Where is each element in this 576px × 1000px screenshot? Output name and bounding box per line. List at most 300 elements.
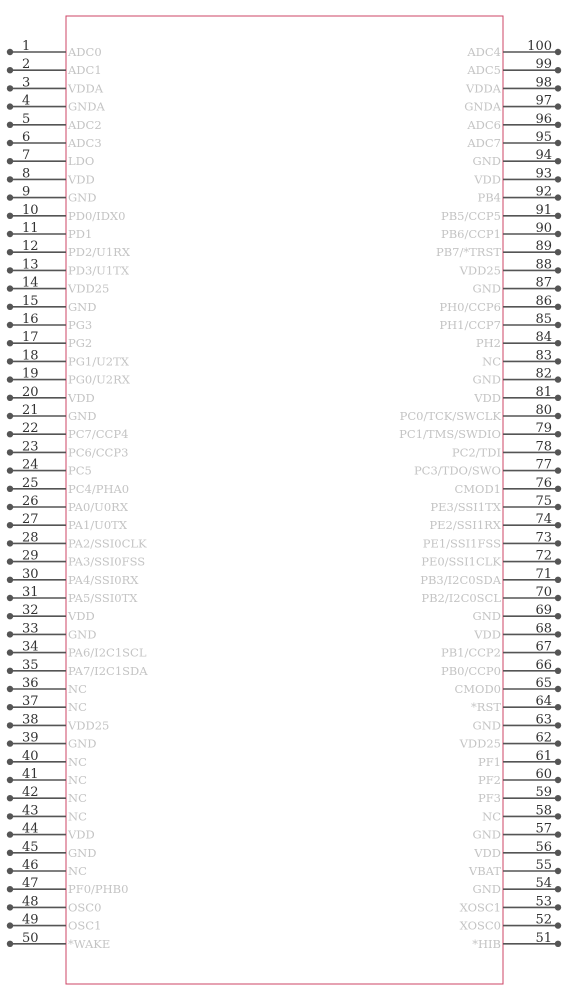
pin-name: PB1/CCP2	[440, 645, 501, 660]
pin-number: 14	[22, 275, 39, 291]
pin-end-dot	[555, 49, 561, 55]
pin-32	[7, 603, 95, 623]
pin-end-dot	[7, 759, 13, 765]
pin-number: 84	[535, 330, 552, 346]
pin-end-dot	[555, 558, 561, 564]
pin-7	[7, 148, 94, 168]
pin-end-dot	[555, 740, 561, 746]
pin-end-dot	[7, 613, 13, 619]
pin-name: NC	[68, 773, 87, 787]
pin-25	[7, 476, 129, 496]
pin-name: PF3	[477, 791, 501, 806]
pin-68	[473, 621, 561, 641]
pin-number: 94	[535, 148, 552, 164]
pin-27	[7, 512, 128, 532]
pin-number: 86	[535, 293, 552, 309]
pin-name: PB7/*TRST	[435, 245, 501, 260]
pin-number: 38	[22, 712, 39, 728]
pin-name: VDD25	[68, 718, 110, 733]
pin-end-dot	[7, 595, 13, 601]
pin-72	[421, 549, 561, 569]
pin-number: 85	[535, 312, 552, 327]
pin-number: 55	[535, 858, 552, 873]
pin-38	[7, 712, 110, 732]
pin-42	[7, 785, 87, 805]
pin-name: GND	[68, 299, 97, 314]
pin-name: PG2	[68, 336, 93, 351]
pin-end-dot	[7, 558, 13, 564]
pin-name: PA0/U0RX	[68, 500, 129, 514]
pin-name: PC0/TCK/SWCLK	[399, 409, 501, 423]
pin-name: PG3	[68, 318, 93, 332]
pin-number: 92	[535, 184, 552, 200]
pin-end-dot	[7, 340, 13, 346]
pin-number: 32	[22, 603, 39, 619]
pin-number: 97	[535, 93, 552, 109]
pin-number: 73	[535, 530, 552, 546]
pin-number: 59	[535, 785, 552, 801]
pin-name: NC	[68, 700, 87, 715]
pin-end-dot	[7, 249, 13, 255]
pin-end-dot	[555, 322, 561, 328]
left-pin-column	[7, 39, 148, 951]
pin-21	[7, 403, 97, 423]
pin-end-dot	[555, 850, 561, 856]
pin-name: LDO	[68, 154, 95, 169]
pin-name: GND	[472, 718, 501, 733]
pin-name: PG1/U2TX	[68, 354, 129, 369]
pin-number: 56	[535, 839, 552, 855]
pin-name: GND	[472, 372, 501, 387]
pin-name: CMOD1	[454, 481, 501, 496]
pin-83	[482, 348, 561, 368]
pin-number: 99	[535, 57, 552, 73]
pin-end-dot	[555, 376, 561, 382]
pin-number: 39	[22, 730, 39, 746]
pin-name: PC2/TDI	[451, 445, 501, 460]
pin-name: GNDA	[68, 99, 105, 114]
pin-15	[7, 294, 97, 314]
pin-87	[473, 276, 562, 296]
pin-end-dot	[555, 631, 561, 637]
pin-number: 67	[535, 639, 552, 655]
pin-end-dot	[7, 922, 13, 928]
pin-5	[7, 112, 102, 132]
pin-name: GND	[472, 154, 501, 169]
pin-end-dot	[555, 886, 561, 892]
pin-name: PA4/SSI0RX	[68, 572, 139, 587]
pin-number: 64	[535, 694, 552, 710]
pin-66	[441, 658, 561, 678]
pin-name: GND	[68, 409, 97, 423]
pin-49	[7, 913, 102, 933]
pin-name: PB2/I2C0SCL	[421, 591, 501, 605]
pin-number: 78	[535, 439, 552, 455]
pin-89	[436, 239, 561, 259]
pin-name: PB6/CCP1	[440, 227, 501, 241]
pin-number: 15	[22, 293, 39, 309]
pin-number: 44	[22, 821, 39, 837]
pin-22	[7, 421, 129, 441]
pin-name: PH0/CCP6	[439, 299, 501, 314]
pin-name: GND	[472, 609, 501, 624]
pin-end-dot	[7, 868, 13, 874]
pin-81	[473, 385, 561, 405]
pin-number: 91	[535, 202, 552, 218]
pin-name: ADC5	[467, 63, 501, 78]
pin-47	[7, 876, 129, 896]
pin-50	[7, 931, 110, 951]
pin-number: 69	[535, 603, 552, 619]
pin-end-dot	[7, 740, 13, 746]
pin-number: 74	[535, 512, 552, 528]
pin-35	[7, 658, 148, 678]
pin-name: PD3/U1TX	[68, 263, 130, 278]
pin-41	[7, 767, 87, 787]
pin-name: ADC3	[68, 136, 102, 150]
pin-end-dot	[555, 304, 561, 310]
pin-13	[7, 257, 130, 277]
pin-number: 13	[22, 257, 39, 273]
pin-end-dot	[7, 540, 13, 546]
pin-number: 20	[22, 384, 39, 400]
pin-53	[460, 894, 562, 914]
pin-end-dot	[555, 831, 561, 837]
pin-end-dot	[555, 704, 561, 710]
pin-number: 82	[535, 366, 552, 382]
pin-end-dot	[7, 267, 13, 273]
pin-end-dot	[7, 231, 13, 237]
pin-name: VDD	[474, 627, 501, 642]
pin-number: 9	[22, 184, 31, 200]
pin-name: NC	[68, 791, 87, 806]
pin-name: OSC1	[68, 918, 102, 933]
pin-26	[7, 494, 129, 514]
pin-end-dot	[555, 941, 561, 947]
pin-name: GND	[68, 627, 97, 642]
pin-name: VDD25	[459, 736, 501, 751]
pin-number: 81	[535, 384, 552, 400]
pin-number: 100	[527, 39, 552, 54]
pin-name: *WAKE	[68, 936, 111, 951]
pin-name: NC	[68, 754, 87, 769]
pin-8	[7, 166, 95, 186]
pin-67	[441, 640, 561, 660]
pin-end-dot	[7, 194, 13, 200]
pin-end-dot	[7, 631, 13, 637]
pin-number: 87	[535, 275, 552, 291]
pin-name: GND	[68, 736, 97, 751]
pin-end-dot	[7, 850, 13, 856]
pin-name: GND	[472, 281, 501, 296]
pin-number: 5	[22, 111, 31, 127]
pin-name: PE2/SSI1RX	[429, 518, 501, 533]
pin-number: 71	[535, 566, 552, 582]
pin-20	[7, 385, 95, 405]
pin-name: CMOD0	[454, 682, 501, 696]
pin-end-dot	[555, 904, 561, 910]
pin-name: VDD	[474, 845, 501, 860]
pin-number: 52	[535, 912, 552, 928]
pin-end-dot	[7, 413, 13, 419]
right-pin-column	[399, 39, 561, 951]
pin-58	[482, 803, 561, 823]
pin-6	[7, 130, 102, 150]
pin-end-dot	[7, 577, 13, 583]
pin-end-dot	[7, 176, 13, 182]
pin-34	[7, 640, 147, 660]
pin-number: 46	[22, 858, 39, 873]
pin-end-dot	[7, 831, 13, 837]
pin-56	[473, 840, 561, 860]
pin-93	[473, 166, 561, 186]
pin-end-dot	[7, 376, 13, 382]
pin-80	[400, 403, 562, 423]
pin-number: 42	[22, 785, 39, 801]
pin-number: 41	[22, 767, 39, 782]
pin-end-dot	[555, 795, 561, 801]
pin-name: PH2	[475, 336, 501, 351]
pin-69	[473, 603, 562, 623]
pin-number: 34	[22, 639, 39, 655]
pin-73	[423, 530, 561, 550]
pin-name: ADC7	[467, 136, 501, 150]
pin-end-dot	[555, 759, 561, 765]
pin-end-dot	[555, 686, 561, 692]
pin-end-dot	[7, 668, 13, 674]
pin-name: ADC2	[68, 117, 102, 132]
pin-37	[7, 694, 87, 714]
pin-number: 93	[535, 166, 552, 182]
pin-number: 48	[22, 894, 39, 910]
pin-number: 40	[22, 748, 39, 764]
pin-71	[420, 567, 561, 587]
pin-54	[473, 876, 562, 896]
pin-name: ADC0	[68, 45, 102, 59]
pin-97	[464, 94, 561, 114]
pin-number: 35	[22, 657, 39, 673]
pin-24	[7, 458, 92, 478]
pin-number: 54	[535, 876, 552, 892]
pin-name: PC6/CCP3	[68, 445, 129, 460]
pin-84	[476, 330, 561, 350]
pin-end-dot	[7, 504, 13, 510]
pin-number: 57	[535, 821, 552, 837]
pin-62	[459, 731, 562, 751]
pin-number: 62	[535, 730, 552, 746]
pin-94	[473, 148, 562, 168]
pin-name: PD1	[68, 227, 93, 241]
pin-number: 47	[22, 876, 39, 892]
pin-end-dot	[555, 922, 561, 928]
pin-name: PE3/SSI1TX	[430, 500, 501, 514]
pin-end-dot	[7, 67, 13, 73]
pin-end-dot	[7, 886, 13, 892]
pin-end-dot	[555, 340, 561, 346]
pin-end-dot	[7, 467, 13, 473]
pin-39	[7, 731, 97, 751]
pin-number: 66	[535, 657, 552, 673]
pin-number: 25	[22, 475, 39, 491]
pin-end-dot	[7, 103, 13, 109]
pin-number: 63	[535, 712, 552, 728]
pin-name: NC	[482, 354, 501, 369]
pin-end-dot	[555, 613, 561, 619]
pin-name: VDD	[68, 827, 95, 842]
pin-number: 45	[22, 839, 39, 855]
pin-name: PE0/SSI1CLK	[421, 554, 501, 569]
pin-77	[414, 458, 561, 478]
pin-3	[7, 75, 104, 95]
pin-number: 43	[22, 803, 39, 819]
pin-name: VDD	[474, 390, 501, 405]
pin-name: PA1/U0TX	[68, 518, 128, 533]
pin-number: 24	[22, 457, 39, 473]
pin-end-dot	[7, 122, 13, 128]
pin-88	[459, 257, 562, 277]
pin-17	[7, 330, 92, 350]
pin-number: 7	[22, 148, 31, 164]
pin-name: PF0/PHB0	[68, 882, 129, 897]
pin-86	[439, 294, 561, 314]
pin-name: XOSC0	[459, 918, 501, 933]
pin-name: ADC4	[467, 45, 501, 59]
pin-74	[429, 512, 561, 532]
pin-number: 36	[22, 676, 39, 691]
pin-end-dot	[555, 176, 561, 182]
pin-end-dot	[555, 449, 561, 455]
pin-51	[472, 931, 561, 951]
pin-end-dot	[7, 158, 13, 164]
pin-name: ADC6	[467, 117, 501, 132]
pin-number: 11	[22, 221, 39, 236]
pin-number: 75	[535, 494, 552, 509]
pin-end-dot	[7, 49, 13, 55]
pin-28	[7, 530, 147, 550]
pin-number: 2	[22, 57, 31, 73]
pin-end-dot	[555, 467, 561, 473]
pin-end-dot	[555, 813, 561, 819]
pin-48	[7, 894, 102, 914]
pin-12	[7, 239, 131, 259]
pin-end-dot	[7, 686, 13, 692]
pin-name: NC	[68, 809, 87, 824]
pin-number: 96	[535, 111, 552, 127]
pin-name: PA7/I2C1SDA	[68, 663, 148, 678]
pin-number: 88	[535, 257, 552, 273]
pin-end-dot	[7, 395, 13, 401]
pin-end-dot	[555, 431, 561, 437]
pin-number: 95	[535, 130, 552, 145]
pin-end-dot	[555, 577, 561, 583]
pin-90	[441, 221, 561, 241]
pin-61	[478, 749, 561, 769]
pin-29	[7, 549, 145, 569]
pin-name: VDD	[68, 390, 95, 405]
pin-name: VDDA	[465, 81, 501, 96]
pin-name: PB0/CCP0	[440, 663, 501, 678]
pin-end-dot	[7, 941, 13, 947]
pin-name: VDD	[68, 172, 95, 187]
pin-number: 90	[535, 221, 552, 236]
pin-name: XOSC1	[459, 900, 501, 915]
pin-end-dot	[555, 140, 561, 146]
pin-end-dot	[555, 777, 561, 783]
pin-end-dot	[555, 649, 561, 655]
pin-end-dot	[7, 213, 13, 219]
pin-55	[468, 858, 561, 878]
pin-name: PG0/U2RX	[68, 372, 130, 387]
pin-98	[465, 75, 561, 95]
pin-96	[466, 112, 561, 132]
pin-number: 80	[535, 403, 552, 418]
pin-57	[473, 822, 562, 842]
pin-number: 65	[535, 676, 552, 691]
pin-60	[478, 767, 561, 787]
pin-end-dot	[555, 522, 561, 528]
pin-85	[439, 312, 561, 332]
pin-end-dot	[555, 213, 561, 219]
pin-end-dot	[555, 285, 561, 291]
pin-end-dot	[7, 486, 13, 492]
pin-number: 12	[22, 239, 39, 255]
pin-2	[7, 57, 102, 77]
pin-40	[7, 749, 87, 769]
pin-end-dot	[555, 122, 561, 128]
pin-end-dot	[7, 704, 13, 710]
pin-end-dot	[555, 722, 561, 728]
pin-number: 51	[535, 930, 552, 946]
pin-end-dot	[7, 431, 13, 437]
pin-name: *HIB	[472, 936, 501, 951]
pin-number: 83	[535, 348, 552, 364]
pin-name: VDD25	[459, 263, 501, 278]
pin-end-dot	[555, 395, 561, 401]
pin-95	[466, 130, 561, 150]
pin-number: 50	[22, 930, 39, 946]
pin-number: 1	[22, 39, 31, 54]
pin-number: 18	[22, 348, 39, 364]
pin-number: 28	[22, 530, 39, 546]
pin-end-dot	[555, 868, 561, 874]
pin-30	[7, 567, 139, 587]
pin-65	[454, 676, 561, 696]
pin-name: PF1	[477, 754, 501, 769]
pin-name: GND	[472, 882, 501, 897]
pin-end-dot	[555, 249, 561, 255]
pin-number: 22	[22, 421, 39, 437]
pin-75	[430, 494, 561, 514]
pin-name: PE1/SSI1FSS	[422, 536, 501, 551]
pin-99	[466, 57, 561, 77]
pin-end-dot	[555, 194, 561, 200]
pin-end-dot	[555, 67, 561, 73]
pin-number: 30	[22, 566, 39, 582]
pin-1	[7, 39, 102, 59]
pin-18	[7, 348, 130, 368]
pin-end-dot	[7, 813, 13, 819]
pin-end-dot	[7, 85, 13, 91]
pin-number: 19	[22, 366, 39, 382]
pin-number: 89	[535, 239, 552, 255]
pin-end-dot	[7, 140, 13, 146]
pin-name: NC	[482, 809, 501, 824]
pin-44	[7, 822, 95, 842]
pin-number: 10	[22, 202, 39, 218]
pin-name: PF2	[477, 773, 501, 787]
pin-name: *RST	[471, 700, 501, 715]
pin-number: 16	[22, 312, 39, 327]
